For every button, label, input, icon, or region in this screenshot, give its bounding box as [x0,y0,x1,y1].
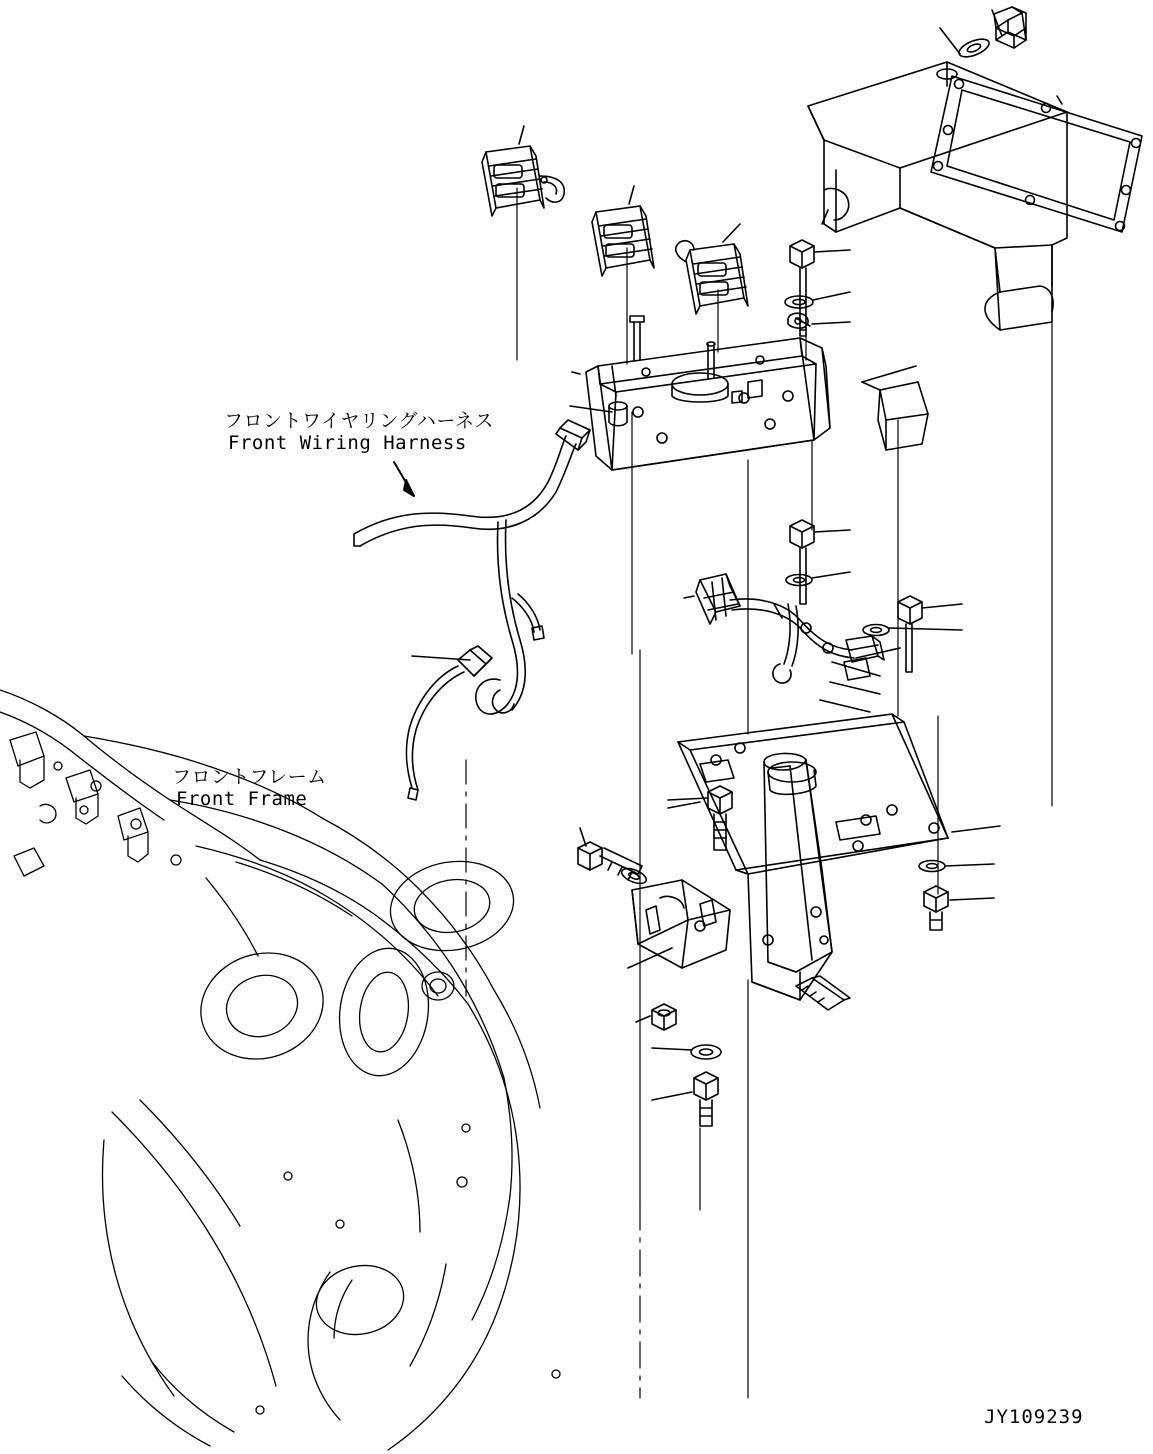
relay-box [862,382,928,450]
drawing-number: JY109239 [984,1406,1084,1428]
leader-bolt-ur [814,250,850,252]
leader-lower-plate-2 [952,826,1000,832]
support-bracket [632,880,730,968]
pin-lower [796,976,850,1010]
leader-lower-connector-2 [832,662,880,676]
leader-lower-harness [684,596,694,598]
leader-lamp-center [629,186,634,204]
front-wiring-harness [354,420,590,800]
front-wiring-harness-label-jp: フロントワイヤリングハーネス [224,410,494,432]
front-frame-label-jp: フロントフレーム [172,766,327,788]
leader-washer-mr [889,628,962,630]
leader-clip-ur [812,322,850,324]
harness-arrow [394,462,414,496]
washer-lower [691,1045,721,1059]
lamp-mounting-bracket [586,316,830,470]
leader-bolt-mid [814,530,850,532]
washer-lower-right [919,861,945,872]
leader-washer-mid [812,572,850,578]
lower-wiring-harness [696,574,884,683]
washer-mid [786,575,812,586]
leader-bolt-lb [652,1092,692,1100]
washer-top [957,36,992,61]
assembly-lines [466,188,1052,1398]
leader-washer-ur [813,292,850,300]
front-frame-label-en: Front Frame [176,788,308,810]
cover-plate-leader [1057,96,1062,104]
leader-bolt-mr [922,604,962,608]
bolt-mid-right [898,596,922,672]
leader-relay-box [862,366,916,382]
work-lamp-center [592,206,654,276]
work-lamp-right [676,241,748,314]
leader-washer-lower [652,1048,692,1050]
leader-washer-top [940,28,960,54]
grommet-upper [609,402,627,426]
bolt-lower-bottom [694,1072,718,1126]
bolt-mid [790,520,814,604]
leader-lamp-left [519,126,524,144]
leader-lower-plate [668,802,700,808]
leader-bolt-top [992,10,1002,36]
leader-nut-lower [636,1016,650,1022]
leader-washer-lr [945,864,994,866]
leader-lower-connector-3 [830,682,880,694]
work-lamp-left [482,146,564,216]
leader-bolt-lm [668,798,708,800]
leader-nut-lr [950,898,994,900]
front-wiring-harness-label-en: Front Wiring Harness [228,432,467,454]
washer-upper-right [785,296,813,308]
bolt-lower-left [578,842,642,880]
vertical-post [736,753,832,1000]
nut-lower-right [924,886,948,930]
leader-bolt-ll [580,828,586,846]
nut-lower [652,1004,676,1030]
washer-mid-right [863,625,889,636]
leader-upper-plate [572,372,580,374]
leader-lower-connector-4 [820,700,870,712]
leader-lamp-right [723,224,740,242]
washer-lower-left [620,866,649,887]
